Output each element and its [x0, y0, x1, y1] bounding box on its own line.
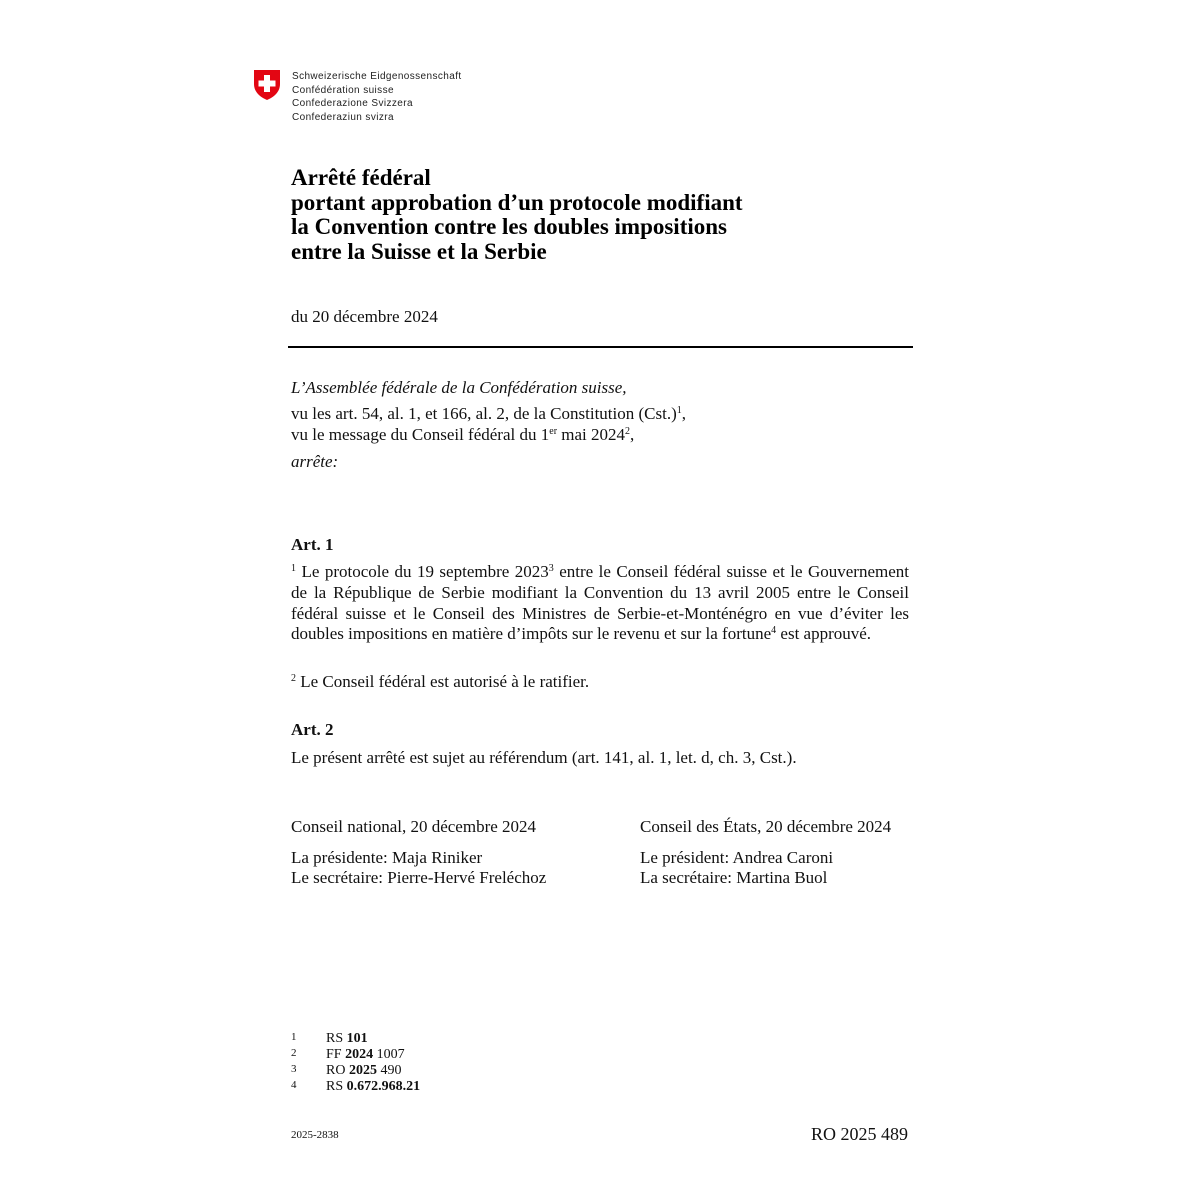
- confederation-names: [292, 70, 462, 124]
- ordinal-suffix: er: [549, 426, 558, 437]
- footnote-bold: 2025: [348, 1063, 377, 1078]
- document-date: du 20 décembre 2024: [291, 307, 438, 326]
- punct: ,: [681, 404, 687, 423]
- footnote-prefix: RO: [326, 1063, 349, 1078]
- footnote-prefix: FF: [326, 1047, 346, 1062]
- document-code: 2025-2838: [291, 1129, 339, 1141]
- signature-block-council-of-states: [640, 817, 891, 889]
- paragraph-text: entre le Conseil fédéral suisse et le Gouvernement de la République de Serbie modifiant la Convention du 13 avril 2005 entre le Conseil fédéral suisse et le Conseil des Ministres de Serbie-et-Monténégro en vue d’éviter les doubles impositions en matière d’impôts sur le revenu et sur la fortune: [291, 562, 909, 644]
- secretary: La secrétaire: Martina Buol: [640, 868, 828, 887]
- footnote-text: [326, 1079, 420, 1095]
- preamble-message: [291, 425, 634, 445]
- president: La présidente: Maja Riniker: [291, 847, 483, 867]
- punct: ,: [630, 425, 635, 444]
- title-line: portant approbation d’un protocole modifiant: [291, 189, 743, 215]
- preamble-decrees: arrête:: [291, 452, 339, 471]
- footnote-prefix: RS: [326, 1079, 347, 1094]
- footnote-ref-1: 1: [676, 405, 682, 416]
- paragraph-number: 1: [291, 563, 296, 574]
- footnote-ref-2: 2: [625, 426, 631, 437]
- footnote-bold: 0.672.968.21: [346, 1079, 421, 1094]
- title-line: entre la Suisse et la Serbie: [291, 238, 547, 264]
- ro-reference: RO 2025 489: [810, 1124, 908, 1144]
- confederation-name-it: Confederazione Svizzera: [292, 98, 413, 109]
- paragraph-text: Le Conseil fédéral est autorisé à le ratifier.: [296, 672, 590, 691]
- article-1-paragraph-2: [291, 672, 909, 693]
- footnote-number: 3: [291, 1063, 297, 1075]
- footnote-suffix: 1007: [373, 1047, 405, 1062]
- footnote-suffix: 490: [376, 1063, 402, 1078]
- footnote-text: [326, 1063, 401, 1079]
- article-1-paragraph-1: [291, 562, 909, 645]
- title-divider: [288, 346, 913, 348]
- signature-block-national-council: [291, 817, 546, 889]
- article-1-heading: Art. 1: [291, 535, 334, 554]
- preamble-message-text: vu le message du Conseil fédéral du 1: [291, 425, 550, 444]
- title-line: Arrêté fédéral: [291, 165, 431, 190]
- footnote: [291, 1047, 420, 1063]
- preamble-constitution: [291, 404, 686, 424]
- confederation-name-fr: Confédération suisse: [292, 84, 394, 96]
- footnote-prefix: RS: [326, 1031, 347, 1046]
- preamble-message-date: mai 2024: [557, 425, 626, 444]
- footnote-text: [326, 1047, 405, 1063]
- footnote-number: 4: [291, 1079, 297, 1091]
- confederation-name-de: Schweizerische Eidgenossenschaft: [292, 71, 462, 82]
- footnote-ref-3: 3: [548, 563, 554, 574]
- president: Le président: Andrea Caroni: [640, 847, 834, 867]
- footnote-text: [326, 1031, 368, 1047]
- preamble-assembly: L’Assemblée fédérale de la Confédération suisse,: [291, 378, 627, 397]
- footnote-number: 2: [291, 1047, 297, 1059]
- footnote: [291, 1079, 420, 1095]
- footnote-ref-4: 4: [771, 625, 777, 637]
- preamble-constitution-text: vu les art. 54, al. 1, et 166, al. 2, de la Constitution (Cst.): [291, 404, 677, 423]
- confederation-name-rm: Confederaziun svizra: [292, 111, 394, 123]
- title-line: la Convention contre les doubles impositions: [291, 214, 727, 239]
- chamber-date: Conseil des États, 20 décembre 2024: [640, 817, 892, 836]
- paragraph-text: est approuvé.: [776, 624, 872, 644]
- footnote-bold: 101: [346, 1031, 368, 1046]
- article-2-text: Le présent arrêté est sujet au référendum (art. 141, al. 1, let. d, ch. 3, Cst.).: [291, 748, 797, 767]
- swiss-coat-of-arms-icon: [253, 69, 281, 101]
- footnote-number: 1: [291, 1031, 297, 1043]
- article-2-heading: Art. 2: [291, 720, 334, 739]
- secretary: Le secrétaire: Pierre-Hervé Freléchoz: [291, 868, 547, 887]
- paragraph-text: Le protocole du 19 septembre 2023: [296, 562, 549, 581]
- chamber-date: Conseil national, 20 décembre 2024: [291, 817, 537, 836]
- paragraph-number: 2: [291, 673, 296, 684]
- footnote: [291, 1063, 420, 1079]
- footnotes: [291, 1031, 420, 1095]
- document-title: [291, 166, 743, 264]
- footnote-bold: 2024: [345, 1047, 374, 1062]
- footnote: [291, 1031, 420, 1047]
